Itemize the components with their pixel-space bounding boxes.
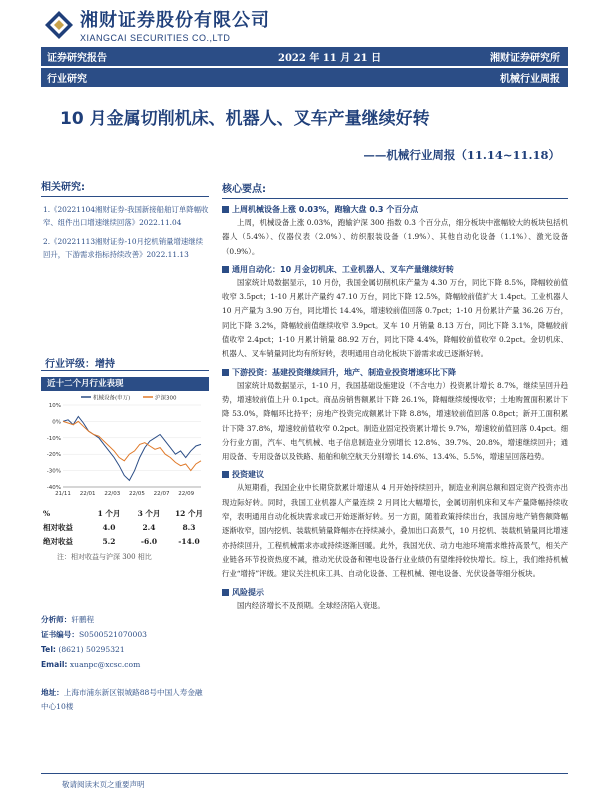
table-row — [41, 520, 209, 534]
divider — [222, 198, 568, 199]
footer-divider — [41, 773, 568, 774]
bullet-square-icon — [222, 369, 229, 376]
section-paragraph: 国家统计局数据显示，1-10 月，我国基础设施建设（不含电力）投资累计增长 8.7%，继续呈回升趋势，增速较前值上升 0.1pct。商品房销售额累计下降 26.1%，降幅继续缓慢收窄；土地购置面积累计下降 53.0%，降幅环比持平；房地产投资完成额累计下降 8.8%，增速较前值回落 0.8pct；新开工面积累计下降 37.8%，增速较前值收窄 0.2pct。制造业固定投资累计增长 9.7%，增速较前值回落 0.4pct。细分行业方面，汽车、电气机械、电子信息制造业分别增长 12.8%、39.7%、20.8%，增速继续回升；通用设备、专用设备以及铁路、船舶和航空航天分别增长 14.6%、13.4%、5.5%，增速呈回落趋势。 — [222, 380, 568, 462]
report-date: 2022 年 11 月 21 日 — [278, 53, 382, 64]
tel-value: (8621) 50295321 — [58, 645, 125, 654]
y-tick-label: -20% — [46, 452, 61, 459]
section-paragraph: 国内经济增长不及预期。全球经济陷入衰退。 — [237, 600, 385, 610]
y-tick-label: -10% — [46, 435, 61, 442]
legend-label: 沪深300 — [155, 395, 177, 402]
bullet-square-icon — [222, 589, 229, 596]
table-cell: 相对收益 — [43, 522, 73, 532]
x-tick-label: 22/01 — [79, 491, 96, 497]
chart-svg — [41, 391, 209, 499]
logo-mark-icon — [44, 10, 74, 40]
table-header-cell: % — [43, 508, 51, 518]
table-cell: 绝对收益 — [43, 536, 73, 546]
section-title — [222, 468, 568, 481]
related-report-link[interactable]: 1.《20221104湘财证券-我国新接船舶订单降幅收窄、组件出口增速继续回落》2022.11.04 — [43, 205, 209, 227]
table-cell: 2.4 — [142, 522, 156, 532]
series-line — [63, 421, 201, 470]
section-title — [222, 203, 568, 216]
logo-english-name: XIANGCAI SECURITIES CO.,LTD — [80, 33, 231, 43]
related-report-link[interactable]: 2.《20221113湘财证券-10月挖机销量增速继续回升，下游需求指标持续改善》2022.11.13 — [43, 237, 204, 259]
analyst-info — [41, 612, 209, 714]
section-title — [222, 263, 568, 276]
chart-heading: 近十二个月行业表现 — [41, 377, 209, 391]
y-tick-label: 10% — [48, 403, 61, 409]
section-title-text: 下游投资：基建投资继续回升，地产、制造业投资增速环比下降 — [232, 367, 456, 377]
section-paragraph: 从短期看，我国企业中长期贷款累计增速从 4 月开始持续回升，制造业利润总额和固定资产投资亦出现边际好转。同时，我国工业机器人产量连续 2 月同比大幅增长，金属切削机床和叉车产量降幅持续收窄，表明通用自动化板块需求或已开始逐渐好转。另一方面，随着政策持续出台，我国房地产销售额降幅逐渐收窄，国内挖机、装载机销量降幅亦在持续减小，叠加出口高景气，10 月挖机、装载机销量同比增速亦持续回升，工程机械需求亦或持续逐渐回暖。此外，我国光伏、动力电池环境需求维持高景气，相关产业链各环节投资热度不减，推动光伏设备和锂电设备行业业绩仍有望维持较快增长。综上，我们维持机械行业“增持”评级。建议关注机床工具、自动化设备、工程机械、锂电设备、光伏设备等细分板块。 — [222, 483, 568, 579]
related-research-heading: 相关研究: — [41, 182, 85, 193]
table-cell: 5.2 — [102, 536, 116, 546]
address-label: 地址： — [41, 688, 64, 697]
table-row — [41, 534, 209, 548]
email-link[interactable]: xuanpc@xcsc.com — [69, 660, 141, 669]
header-bar-top — [41, 47, 568, 66]
logo-chinese-name: 湘财证券股份有限公司 — [80, 10, 270, 31]
table-cell: -14.0 — [178, 536, 200, 546]
y-tick-label: 0% — [52, 419, 61, 426]
x-tick-label: 22/07 — [153, 491, 170, 497]
section-title-text: 风险提示 — [232, 587, 264, 597]
report-series: 机械行业周报 — [500, 74, 560, 85]
x-tick-label: 21/11 — [55, 491, 71, 497]
table-cell: 8.3 — [182, 522, 196, 532]
divider — [41, 370, 209, 371]
company-logo — [44, 6, 270, 43]
section-title-text: 通用自动化：10 月金切机床、工业机器人、叉车产量继续好转 — [232, 264, 454, 274]
institute-name: 湘财证券研究所 — [490, 53, 560, 64]
bullet-square-icon — [222, 266, 229, 273]
analyst-row — [41, 686, 209, 714]
y-tick-label: -40% — [46, 485, 61, 491]
report-subtitle: ——机械行业周报（11.14~11.18） — [363, 148, 560, 162]
tel-label: Tel: — [41, 645, 56, 654]
report-category: 行业研究 — [47, 74, 87, 85]
bullet-square-icon — [222, 206, 229, 213]
section-paragraph: 国家统计局数据显示，10 月份，我国金属切削机床产量为 4.30 万台，同比下降 8.5%，降幅较前值收窄 3.5pct；1-10 月累计产量约 47.10 万台，同比下降 12.5%，降幅较前值扩大 1.4pct。工业机器人 10 月产量为 3.90 万台，同比增长 14.4%，增速较前值回落 0.7pct；1-10 月份累计产量 36.26 万台，同比下降 3.2%，降幅较前值继续收窄 3.9pct。叉车 10 月销量 8.13 万台，同比下降 3.1%，降幅较前值收窄 2.4pct；1-10 月累计销量 88.92 万台，同比下降 4.4%，降幅较前值收窄 0.2pct。金切机床、机器人、叉车销量同比均有所好转，表明通用自动化板块下游需求或已逐渐好转。 — [222, 277, 568, 359]
report-type: 证券研究报告 — [47, 53, 107, 64]
sidebar — [41, 178, 209, 261]
industry-rating: 行业评级：增持 — [45, 359, 115, 370]
email-label: Email: — [41, 660, 68, 669]
table-cell: 4.0 — [102, 522, 116, 532]
address-value: 上海市浦东新区银城路88号中国人寿金融中心10楼 — [41, 688, 203, 711]
table-header-cell: 12 个月 — [174, 508, 204, 518]
section-title-text: 上周机械设备上涨 0.03%，跑输大盘 0.3 个百分点 — [232, 205, 419, 214]
y-tick-label: -30% — [46, 468, 61, 475]
section-title — [222, 586, 568, 599]
table-cell: -6.0 — [140, 536, 158, 546]
cert-label: 证书编号： — [41, 630, 79, 639]
performance-table — [41, 506, 209, 562]
section-paragraph: 上周，机械设备上涨 0.03%，跑输沪深 300 指数 0.3 个百分点，细分板块中涨幅较大的板块包括机器人（5.4%）、仪器仪表（2.0%）、纺织服装设备（1.9%）、其他自动化设备（1.1%）、激光设备（0.9%）。 — [222, 218, 568, 256]
report-title: 10 月金属切削机床、机器人、叉车产量继续好转 — [60, 109, 430, 129]
section-title — [222, 366, 568, 379]
analyst-row — [41, 627, 209, 642]
table-header-cell: 1 个月 — [97, 508, 121, 518]
header-bar-bottom — [41, 68, 568, 87]
analyst-label: 分析师： — [41, 615, 72, 624]
performance-chart — [41, 377, 209, 499]
analyst-row — [41, 612, 209, 627]
divider — [41, 196, 209, 197]
table-note: 注：相对收益与沪深 300 相比 — [57, 553, 152, 561]
footer-disclaimer: 敬请阅读末页之重要声明 — [62, 780, 145, 789]
analyst-name: 轩鹏程 — [71, 615, 95, 624]
analyst-row — [41, 642, 209, 657]
legend-label: 机械设备(申万) — [93, 395, 131, 402]
cert-number: S0500521070003 — [78, 630, 147, 639]
section-title-text: 投资建议 — [232, 470, 264, 480]
x-tick-label: 22/09 — [178, 491, 195, 497]
analyst-row — [41, 657, 209, 672]
x-tick-label: 22/05 — [128, 491, 145, 497]
main-content — [222, 180, 568, 613]
key-points-heading: 核心要点: — [222, 184, 266, 195]
x-tick-label: 22/03 — [104, 491, 121, 497]
bullet-square-icon — [222, 471, 229, 478]
table-header-cell: 3 个月 — [137, 508, 161, 518]
table-header-row — [41, 506, 209, 520]
